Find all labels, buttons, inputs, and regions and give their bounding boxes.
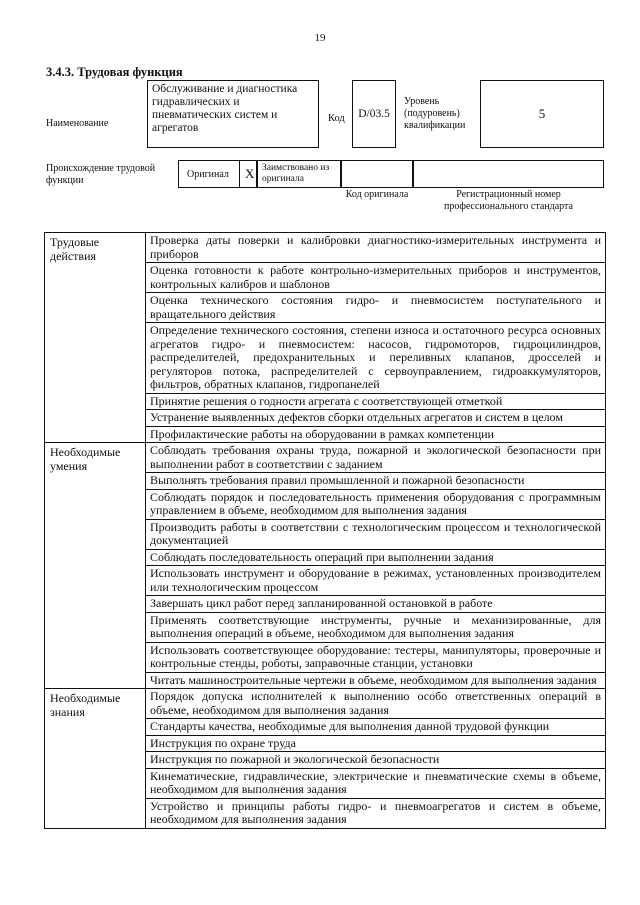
item-cell: Проверка даты поверки и калибровки диагностико-измерительных инструмента и приборов bbox=[146, 233, 606, 263]
item-cell: Читать машиностроительные чертежи в объеме, необходимом для выполнения задания bbox=[146, 672, 606, 689]
borrowed-label: Заимствовано из оригинала bbox=[257, 160, 341, 188]
name-label: Наименование bbox=[46, 118, 109, 129]
table-row bbox=[45, 233, 606, 263]
divider bbox=[239, 161, 240, 187]
page-number: 19 bbox=[314, 32, 326, 44]
level-value: 5 bbox=[480, 80, 604, 148]
original-mark: X bbox=[245, 166, 255, 181]
item-cell: Использовать инструмент и оборудование в режимах, установленных производителем или технологическим процессом bbox=[146, 566, 606, 596]
table-row bbox=[45, 443, 606, 473]
item-cell: Стандарты качества, необходимые для выполнения данной трудовой функции bbox=[146, 719, 606, 736]
item-cell: Оценка готовности к работе контрольно-измерительных приборов и инструментов, контрольных калибров и шаблонов bbox=[146, 263, 606, 293]
original-label: Оригинал bbox=[187, 168, 229, 180]
item-cell: Порядок допуска исполнителей к выполнению особо ответственных операций в объеме, необходимом для выполнения задания bbox=[146, 689, 606, 719]
item-cell: Использовать соответствующее оборудование: тестеры, манипуляторы, проверочные и контрольные стенды, роботы, заправочные станции, установки bbox=[146, 642, 606, 672]
item-cell: Завершать цикл работ перед запланированной остановкой в работе bbox=[146, 596, 606, 613]
category-cell: Необходимые знания bbox=[45, 689, 146, 829]
category-cell: Трудовые действия bbox=[45, 233, 146, 443]
section-title: 3.4.3. Трудовая функция bbox=[46, 65, 183, 79]
code-value: D/03.5 bbox=[352, 80, 396, 148]
item-cell: Профилактические работы на оборудовании в рамках компетенции bbox=[146, 426, 606, 443]
item-cell: Соблюдать порядок и последовательность применения оборудования с программным управлением в объеме, необходимом для выполнения задания bbox=[146, 489, 606, 519]
item-cell: Инструкция по охране труда bbox=[146, 735, 606, 752]
item-cell: Определение технического состояния, степени износа и остаточного ресурса основных агрегатов гидро- и пневмосистем: насосов, гидромоторов, гидроцилиндров, распределителей, предохранительных и переливных клапанов, дросселей и регуляторов потока, распределителей с сервоуправлением, гидроаккумуляторов, фильтров, обратных клапанов, гидропанелей bbox=[146, 323, 606, 394]
item-cell: Соблюдать требования охраны труда, пожарной и экологической безопасности при выполнении работ в соответствии с заданием bbox=[146, 443, 606, 473]
reg-number-label: Регистрационный номер профессионального стандарта bbox=[444, 189, 573, 212]
item-cell: Выполнять требования правил промышленной и пожарной безопасности bbox=[146, 473, 606, 490]
origin-original-box bbox=[178, 160, 257, 188]
item-cell: Принятие решения о годности агрегата с соответствующей отметкой bbox=[146, 393, 606, 410]
function-table bbox=[44, 232, 606, 829]
item-cell: Кинематические, гидравлические, электрические и пневматические схемы в объеме, необходимом для выполнения задания bbox=[146, 768, 606, 798]
code-original-box bbox=[341, 160, 413, 188]
item-cell: Оценка технического состояния гидро- и пневмосистем поступательного и вращательного действия bbox=[146, 293, 606, 323]
item-cell: Соблюдать последовательность операций при выполнении задания bbox=[146, 549, 606, 566]
item-cell: Применять соответствующие инструменты, ручные и механизированные, для выполнения операций в объеме, необходимом для выполнения задания bbox=[146, 612, 606, 642]
item-cell: Производить работы в соответствии с технологическим процессом и технологической документацией bbox=[146, 519, 606, 549]
item-cell: Устранение выявленных дефектов сборки отдельных агрегатов и систем в целом bbox=[146, 410, 606, 427]
table-row bbox=[45, 689, 606, 719]
reg-number-box bbox=[413, 160, 604, 188]
code-label: Код bbox=[328, 113, 345, 124]
code-original-label: Код оригинала bbox=[345, 189, 409, 200]
level-label: Уровень (подуровень) квалификации bbox=[404, 96, 466, 131]
function-name: Обслуживание и диагностика гидравлических и пневматических систем и агрегатов bbox=[147, 80, 319, 148]
category-cell: Необходимые умения bbox=[45, 443, 146, 689]
item-cell: Инструкция по пожарной и экологической безопасности bbox=[146, 752, 606, 769]
item-cell: Устройство и принципы работы гидро- и пневмоагрегатов и систем в объеме, необходимом для выполнения задания bbox=[146, 798, 606, 828]
origin-label: Происхождение трудовой функции bbox=[46, 163, 156, 186]
